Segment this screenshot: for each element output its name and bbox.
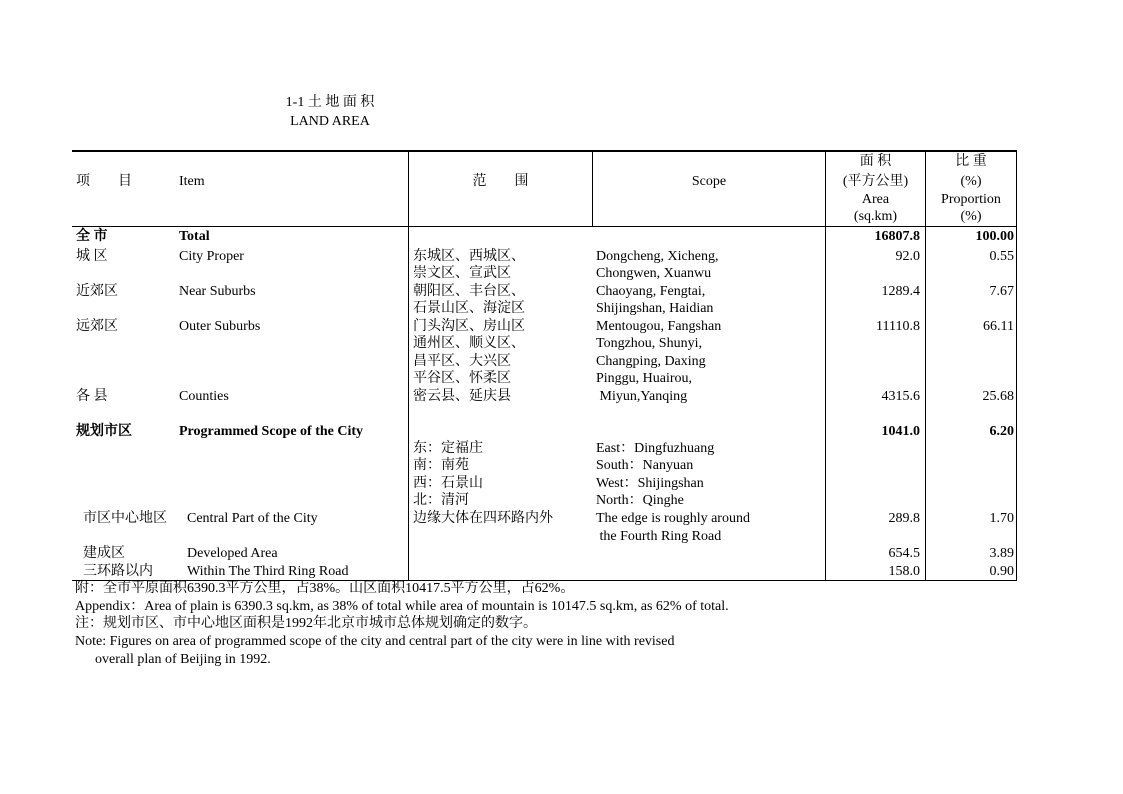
- row-city-proper-prop: 0.55: [989, 249, 1014, 264]
- row-central-prop: 1.70: [989, 511, 1014, 526]
- row-outer-suburbs-area: 11110.8: [876, 319, 920, 334]
- row-outer-suburbs-en: Outer Suburbs: [179, 319, 261, 334]
- divider-right-edge: [1016, 152, 1017, 580]
- row-central-scope-en-1: The edge is roughly around: [596, 511, 750, 526]
- header-area-cn: 面 积: [859, 154, 892, 169]
- row-programmed-cn: 规划市区: [76, 424, 132, 439]
- header-area-en: Area: [861, 192, 890, 207]
- header-area-unit-en: (sq.km): [853, 209, 898, 224]
- row-city-proper-area: 92.0: [895, 249, 920, 264]
- row-third-ring-cn: 三环路以内: [83, 564, 153, 579]
- row-outer-suburbs-scope-en-3: Changping, Daxing: [596, 354, 706, 369]
- appendix-en: Appendix：Area of plain is 6390.3 sq.km, as 38% of total while area of mountain is 10147.5 sq.km, as 62% of total.: [75, 599, 729, 614]
- row-total-prop: 100.00: [975, 229, 1014, 244]
- row-counties-cn: 各 县: [76, 389, 108, 404]
- table-title-cn: 1-1 土 地 面 积: [285, 95, 375, 110]
- table-title-en: LAND AREA: [290, 114, 370, 129]
- row-outer-suburbs-scope-en-1: Mentougou, Fangshan: [596, 319, 722, 334]
- note-en-line-2: overall plan of Beijing in 1992.: [95, 652, 271, 667]
- row-near-suburbs-en: Near Suburbs: [179, 284, 256, 299]
- row-near-suburbs-prop: 7.67: [989, 284, 1014, 299]
- row-counties-scope-cn-1: 密云县、延庆县: [413, 389, 511, 404]
- row-counties-area: 4315.6: [881, 389, 920, 404]
- row-city-proper-en: City Proper: [179, 249, 244, 264]
- row-developed-prop: 3.89: [989, 546, 1014, 561]
- appendix-cn: 附：全市平原面积6390.3平方公里，占38%。山区面积10417.5平方公里，占62%。: [75, 581, 575, 596]
- row-third-ring-en: Within The Third Ring Road: [187, 564, 349, 579]
- row-city-proper-scope-cn-2: 崇文区、宣武区: [413, 266, 511, 281]
- row-programmed-area: 1041.0: [881, 424, 920, 439]
- row-central-en: Central Part of the City: [187, 511, 318, 526]
- top-rule: [72, 150, 1017, 152]
- note-en-line-1: Note: Figures on area of programmed scope of the city and central part of the city were in line with revised: [75, 634, 675, 649]
- row-outer-suburbs-scope-cn-1: 门头沟区、房山区: [413, 319, 525, 334]
- row-city-proper-cn: 城 区: [76, 249, 108, 264]
- row-outer-suburbs-cn: 远郊区: [76, 319, 118, 334]
- row-developed-en: Developed Area: [187, 546, 278, 561]
- row-counties-scope-en-1: Miyun,Yanqing: [596, 389, 688, 404]
- row-outer-suburbs-scope-cn-4: 平谷区、怀柔区: [413, 371, 511, 386]
- row-programmed-en: Programmed Scope of the City: [179, 424, 364, 439]
- header-item-en: Item: [179, 174, 205, 189]
- header-rule: [72, 226, 1017, 227]
- row-third-ring-area: 158.0: [888, 564, 920, 579]
- row-programmed-scope-en-3: West：Shijingshan: [596, 476, 704, 491]
- header-prop-unit-cn: (%): [960, 174, 982, 189]
- row-near-suburbs-scope-cn-2: 石景山区、海淀区: [413, 301, 525, 316]
- header-area-unit-cn: (平方公里): [842, 174, 909, 189]
- header-item-cn: 项 目: [76, 174, 132, 189]
- row-city-proper-scope-en-1: Dongcheng, Xicheng,: [596, 249, 719, 264]
- row-city-proper-scope-cn-1: 东城区、西城区、: [413, 249, 525, 264]
- header-scope-en: Scope: [691, 174, 727, 189]
- row-programmed-scope-cn-2: 南：南苑: [413, 458, 469, 473]
- row-near-suburbs-scope-en-1: Chaoyang, Fengtai,: [596, 284, 706, 299]
- header-scope-cn: 范 围: [472, 174, 529, 189]
- row-programmed-scope-cn-4: 北：清河: [413, 493, 469, 508]
- row-outer-suburbs-prop: 66.11: [983, 319, 1014, 334]
- row-outer-suburbs-scope-cn-2: 通州区、顺义区、: [413, 336, 525, 351]
- row-programmed-scope-en-1: East：Dingfuzhuang: [596, 441, 715, 456]
- row-central-area: 289.8: [888, 511, 920, 526]
- row-developed-cn: 建成区: [83, 546, 125, 561]
- row-programmed-scope-cn-1: 东：定福庄: [413, 441, 483, 456]
- row-outer-suburbs-scope-en-2: Tongzhou, Shunyi,: [596, 336, 702, 351]
- row-total-en: Total: [179, 229, 210, 244]
- row-near-suburbs-scope-cn-1: 朝阳区、丰台区、: [413, 284, 525, 299]
- row-programmed-prop: 6.20: [989, 424, 1014, 439]
- header-prop-en: Proportion: [941, 192, 1001, 207]
- row-programmed-scope-cn-3: 西：石景山: [413, 476, 483, 491]
- row-central-scope-cn-1: 边缘大体在四环路内外: [413, 511, 553, 526]
- row-outer-suburbs-scope-en-4: Pinggu, Huairou,: [596, 371, 693, 386]
- row-programmed-scope-en-4: North：Qinghe: [596, 493, 684, 508]
- divider-item-scope-body: [408, 227, 409, 580]
- note-cn: 注：规划市区、市中心地区面积是1992年北京市城市总体规划确定的数字。: [75, 616, 537, 631]
- header-prop-unit-en: (%): [960, 209, 982, 224]
- row-central-cn: 市区中心地区: [83, 511, 167, 526]
- row-near-suburbs-scope-en-2: Shijingshan, Haidian: [596, 301, 714, 316]
- row-counties-prop: 25.68: [982, 389, 1014, 404]
- row-total-cn: 全 市: [76, 229, 108, 244]
- row-counties-en: Counties: [179, 389, 229, 404]
- row-city-proper-scope-en-2: Chongwen, Xuanwu: [596, 266, 712, 281]
- row-programmed-scope-en-2: South：Nanyuan: [596, 458, 694, 473]
- row-outer-suburbs-scope-cn-3: 昌平区、大兴区: [413, 354, 511, 369]
- row-developed-area: 654.5: [888, 546, 920, 561]
- row-near-suburbs-area: 1289.4: [881, 284, 920, 299]
- row-total-area: 16807.8: [874, 229, 920, 244]
- row-near-suburbs-cn: 近郊区: [76, 284, 118, 299]
- row-third-ring-prop: 0.90: [989, 564, 1014, 579]
- row-central-scope-en-2: the Fourth Ring Road: [596, 529, 722, 544]
- header-prop-cn: 比 重: [955, 154, 987, 169]
